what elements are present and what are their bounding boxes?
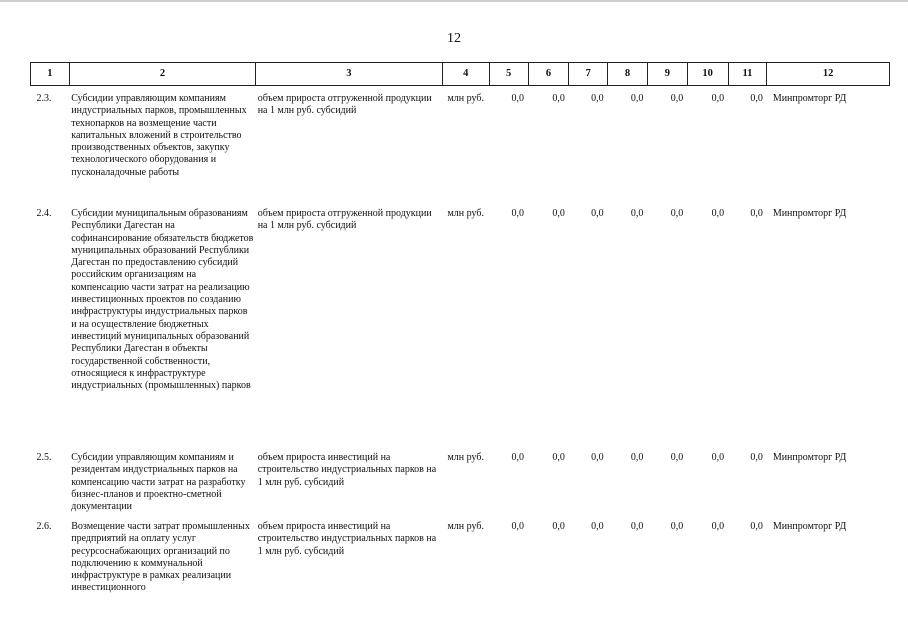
value-cell: 0,0: [511, 208, 525, 219]
scan-edge-line: [0, 0, 908, 2]
unit-cell: млн руб.: [447, 521, 484, 532]
table-row: [31, 86, 890, 202]
column-header: 10: [687, 63, 728, 86]
unit-cell: млн руб.: [447, 208, 484, 219]
value-cell: 0,0: [591, 93, 604, 104]
column-header: 9: [647, 63, 687, 86]
row-number: 2.3.: [36, 93, 52, 104]
measure-name: Субсидии управляющим компаниям индустриальных парков, промышленных технопарков на возмещение части капитальных вложений в строительство производственных объектов, закупку технологического оборудования и пусконаладочные работы: [71, 93, 247, 178]
column-header: 1: [31, 63, 70, 86]
indicator-name: объем прироста инвестиций на строительство индустриальных парков на 1 млн руб. субсидий: [257, 521, 437, 557]
column-header: 12: [767, 63, 890, 86]
responsible-cell: Минпромторг РД: [772, 93, 847, 104]
value-cell: 0,0: [750, 208, 763, 219]
unit-cell: млн руб.: [447, 452, 484, 463]
table-row: [31, 448, 890, 518]
column-header: 6: [528, 63, 569, 86]
value-cell: 0,0: [552, 208, 565, 219]
row-number: 2.6.: [36, 521, 52, 532]
table-row: [31, 518, 890, 601]
value-cell: 0,0: [511, 452, 525, 463]
indicator-name: объем прироста инвестиций на строительство индустриальных парков на 1 млн руб. субсидий: [257, 452, 437, 488]
value-cell: 0,0: [750, 521, 763, 532]
column-header: 3: [256, 63, 442, 86]
value-cell: 0,0: [552, 452, 565, 463]
value-cell: 0,0: [670, 208, 684, 219]
value-cell: 0,0: [711, 208, 725, 219]
value-cell: 0,0: [591, 208, 604, 219]
value-cell: 0,0: [552, 93, 565, 104]
value-cell: 0,0: [750, 452, 763, 463]
responsible-cell: Минпромторг РД: [772, 521, 847, 532]
responsible-cell: Минпромторг РД: [772, 208, 847, 219]
value-cell: 0,0: [630, 452, 644, 463]
responsible-cell: Минпромторг РД: [772, 452, 847, 463]
column-header: 11: [728, 63, 767, 86]
column-header: 7: [569, 63, 608, 86]
value-cell: 0,0: [630, 93, 644, 104]
value-cell: 0,0: [552, 521, 565, 532]
page-number: 12: [447, 31, 461, 46]
value-cell: 0,0: [511, 521, 525, 532]
value-cell: 0,0: [630, 521, 644, 532]
column-header: 4: [442, 63, 489, 86]
column-numbers-row: [31, 63, 890, 86]
column-header: 2: [69, 63, 255, 86]
value-cell: 0,0: [511, 93, 525, 104]
value-cell: 0,0: [750, 93, 763, 104]
value-cell: 0,0: [630, 208, 644, 219]
measure-name: Субсидии управляющим компаниям и резидентам индустриальных парков на компенсацию части затрат на разработку бизнес-планов и проектно-сметной документации: [71, 452, 246, 513]
indicators-table: [30, 62, 890, 601]
column-header: 8: [608, 63, 648, 86]
value-cell: 0,0: [591, 521, 604, 532]
column-header: 5: [489, 63, 528, 86]
value-cell: 0,0: [711, 93, 725, 104]
indicator-name: объем прироста отгруженной продукции на 1 млн руб. субсидий: [257, 93, 432, 117]
value-cell: 0,0: [670, 93, 684, 104]
row-number: 2.4.: [36, 208, 52, 219]
value-cell: 0,0: [670, 452, 684, 463]
value-cell: 0,0: [711, 521, 725, 532]
measure-name: Субсидии муниципальным образованиям Республики Дагестан на софинансирование обязательств бюджетов муниципальных образований Республики Дагестан по предоставлению субсидий российским организациям на компенсацию части затрат на реализацию инвестиционных проектов по созданию инфраструктуры индустриальных парков и на осуществление бюджетных инвестиций муниципальных образований Республики Дагестан в объекты государственной собственности, относящиеся к инфраструктуре индустриальных (промышленных) парков: [71, 208, 254, 392]
value-cell: 0,0: [670, 521, 684, 532]
value-cell: 0,0: [711, 452, 725, 463]
row-number: 2.5.: [36, 452, 52, 463]
table-row: [31, 201, 890, 448]
value-cell: 0,0: [591, 452, 604, 463]
indicator-name: объем прироста отгруженной продукции на 1 млн руб. субсидий: [257, 208, 432, 232]
unit-cell: млн руб.: [447, 93, 484, 104]
measure-name: Возмещение части затрат промышленных предприятий на оплату услуг ресурсоснабжающих организаций по подключению к коммунальной инфраструктуре в рамках реализации инвестиционного: [71, 521, 250, 594]
